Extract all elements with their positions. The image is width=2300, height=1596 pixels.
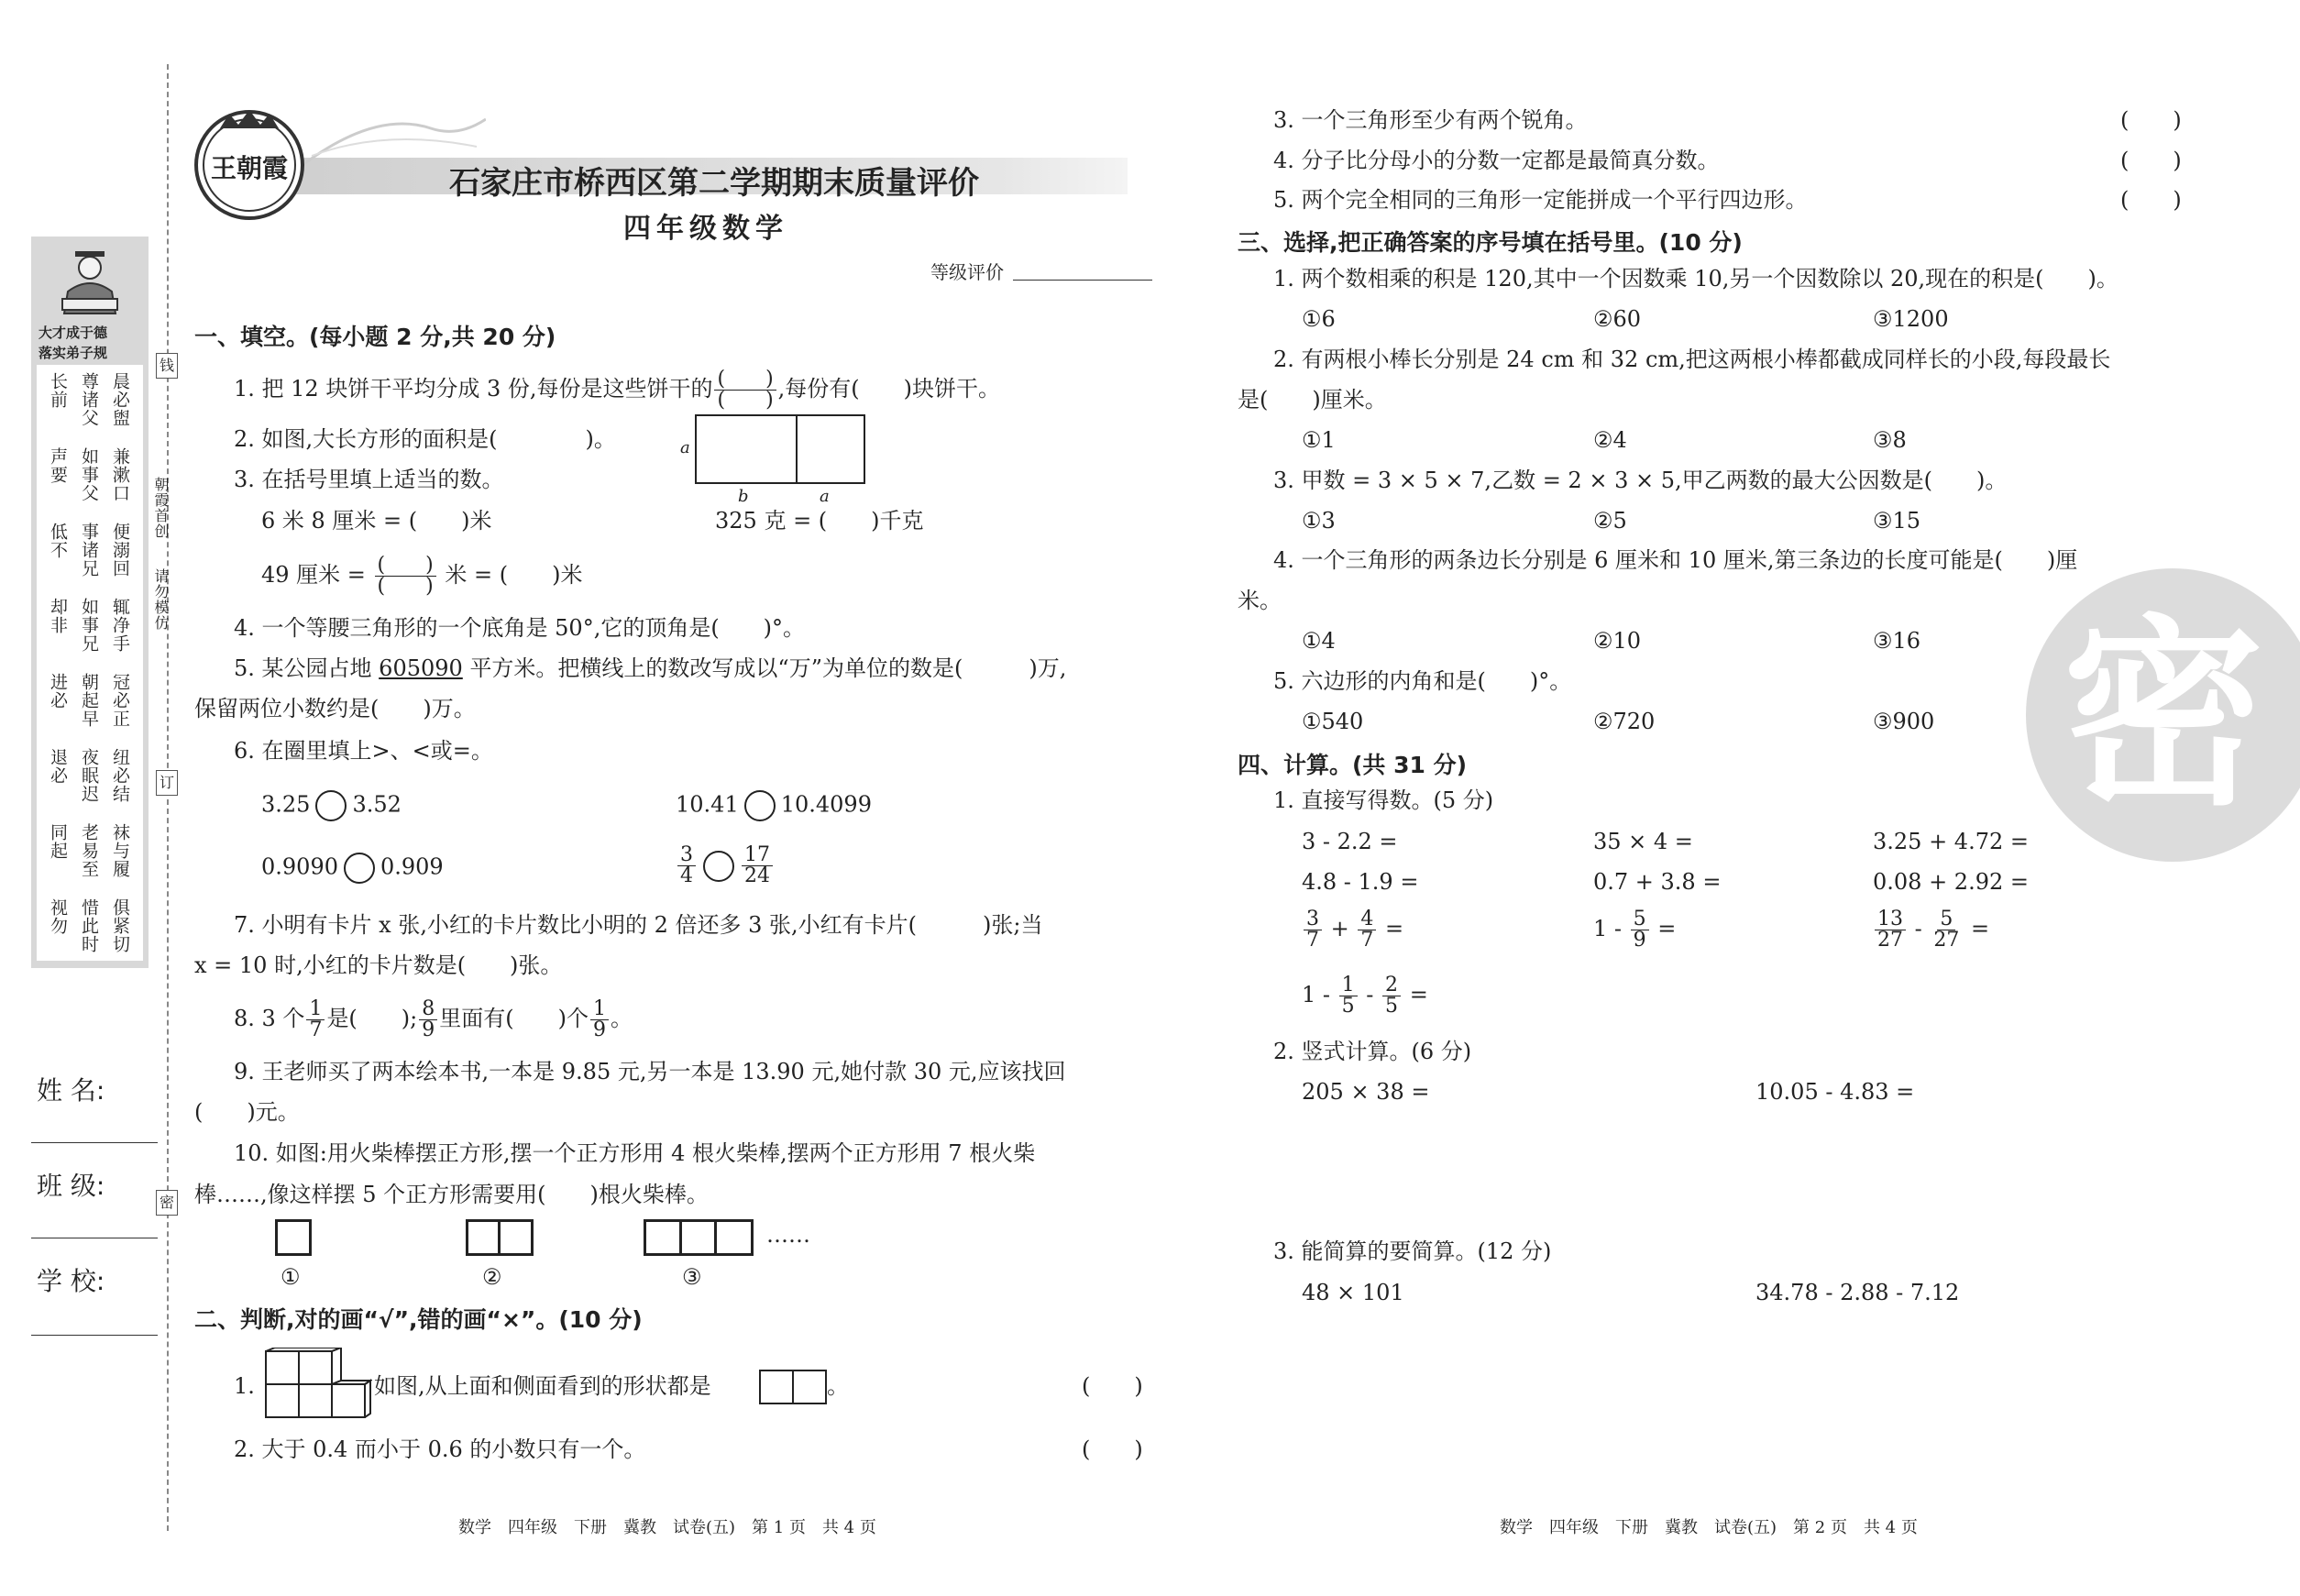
- calc-fraction: 1 - $\frac{5}{9}$ =: [1593, 908, 1677, 952]
- motto-col: 便溺回: [110, 523, 130, 578]
- vertical-calc-1: 205 × 38 =: [1302, 1079, 1430, 1105]
- vertical-note-2: 请勿模仿: [152, 568, 170, 631]
- q1-9a: 9. 王老师买了两本绘本书,一本是 9.85 元,另一本是 13.90 元,她付款 30 元,应该找回: [234, 1059, 1066, 1084]
- q1-3b: 325 克 = ( )千克: [715, 508, 924, 534]
- option[interactable]: ②10: [1593, 628, 1642, 654]
- q1-7a: 7. 小明有卡片 x 张,小红的卡片数比小明的 2 倍还多 3 张,小红有卡片( )张;当: [234, 912, 1043, 938]
- rectangle-figure: [695, 414, 865, 484]
- q3-4b: 米。: [1238, 588, 1282, 613]
- motto-bottom: 落实弟子规: [39, 345, 108, 361]
- q1-10b: 棒……,像这样摆 5 个正方形需要用( )根火柴棒。: [194, 1182, 709, 1207]
- motto-panel: [31, 237, 149, 968]
- page-subtitle: 四年级数学: [623, 213, 788, 245]
- q2-4: 4. 分子比分母小的分数一定都是最简真分数。: [1273, 148, 1720, 173]
- watermark-seal: 密: [2026, 568, 2300, 871]
- school-label: 学 校:: [37, 1266, 105, 1296]
- q3-2a: 2. 有两根小棒长分别是 24 cm 和 32 cm,把这两根小棒都截成同样长的小段,每段最长: [1273, 347, 2111, 372]
- q1-5a: 5. 某公园占地 605090 平方米。把横线上的数改写成以“万”为单位的数是( )万,: [234, 655, 1067, 681]
- brand-logo: [193, 108, 306, 222]
- q2-3: 3. 一个三角形至少有两个锐角。: [1273, 107, 1588, 133]
- q4-sub1: 1. 直接写得数。(5 分): [1273, 787, 1494, 813]
- q1-1: [234, 369, 1000, 411]
- motto-col: 如事父: [79, 447, 99, 502]
- compare-circle[interactable]: [703, 851, 734, 882]
- motto-col: 老易至: [79, 823, 99, 878]
- matchstick-figure-2: [466, 1219, 534, 1256]
- fraction-blank[interactable]: $\frac{( )}{( )}$: [375, 556, 436, 597]
- simplify-calc-2: 34.78 - 2.88 - 7.12: [1755, 1280, 1960, 1305]
- q2-1-num: 1.: [234, 1373, 255, 1399]
- simplify-calc-1: 48 × 101: [1302, 1280, 1404, 1305]
- option[interactable]: ②5: [1593, 508, 1627, 534]
- grade-field[interactable]: [1013, 280, 1152, 281]
- motto-col: 辄净手: [110, 598, 130, 653]
- motto-col: 尊诸父: [79, 372, 99, 427]
- q2-1: 如图,从上面和侧面看到的形状都是: [374, 1373, 711, 1399]
- motto-col: 兼漱口: [110, 447, 130, 502]
- motto-col: 声要: [48, 447, 68, 484]
- class-label: 班 级:: [37, 1171, 105, 1201]
- q1-9b: ( )元。: [194, 1099, 300, 1125]
- motto-box: [37, 365, 143, 961]
- calc: 3 - 2.2 =: [1302, 829, 1398, 854]
- option[interactable]: ①6: [1302, 306, 1336, 332]
- figure-dots: ……: [766, 1222, 810, 1248]
- calc: 35 × 4 =: [1593, 829, 1693, 854]
- calc: 0.7 + 3.8 =: [1593, 869, 1722, 895]
- option[interactable]: ①3: [1302, 508, 1336, 534]
- motto-col: 朝起早: [79, 673, 99, 728]
- q1-5b: 保留两位小数约是( )万。: [194, 696, 476, 721]
- motto-col: 退必: [48, 748, 68, 785]
- section2-heading: 二、判断,对的画“√”,错的画“×”。(10 分): [194, 1306, 643, 1333]
- calc: 4.8 - 1.9 =: [1302, 869, 1419, 895]
- two-square-figure: [759, 1370, 827, 1404]
- motto-col: 低不: [48, 523, 68, 559]
- answer-paren[interactable]: ( ): [2120, 148, 2182, 173]
- brand-logo-text: 王朝霞: [210, 153, 288, 183]
- option[interactable]: ③15: [1873, 508, 1921, 534]
- q3-3: 3. 甲数 = 3 × 5 × 7,乙数 = 2 × 3 × 5,甲乙两数的最大公因数是( )。: [1273, 468, 2008, 493]
- motto-col: 视勿: [48, 898, 68, 935]
- matchstick-figure-1: [275, 1219, 312, 1256]
- seal-mark-1: 钱: [156, 353, 178, 379]
- q1-3a: 6 米 8 厘米 = ( )米: [261, 508, 492, 534]
- q2-1-end: 。: [827, 1373, 849, 1399]
- grade-label: 等级评价: [930, 261, 1004, 283]
- scholar-illustration: [55, 246, 125, 319]
- school-field[interactable]: [31, 1335, 158, 1336]
- calc: 0.08 + 2.92 =: [1873, 869, 2029, 895]
- motto-col: 同起: [48, 823, 68, 860]
- figure-label-2: ②: [482, 1264, 502, 1290]
- page-title: 石家庄市桥西区第二学期期末质量评价: [449, 165, 979, 202]
- motto-col: 俱紧切: [110, 898, 130, 953]
- q2-2: 2. 大于 0.4 而小于 0.6 的小数只有一个。: [234, 1436, 646, 1462]
- q1-6d: $\frac{3}{4}$ $\frac{17}{24}$: [676, 845, 775, 886]
- q1-10a: 10. 如图:用火柴棒摆正方形,摆一个正方形用 4 根火柴棒,摆两个正方形用 7 根火柴: [234, 1140, 1036, 1166]
- option[interactable]: ②720: [1593, 709, 1656, 734]
- motto-col: 冠必正: [110, 673, 130, 728]
- motto-col: 事诸兄: [79, 523, 99, 578]
- answer-paren[interactable]: ( ): [2120, 107, 2182, 133]
- q3-5: 5. 六边形的内角和是( )°。: [1273, 668, 1572, 694]
- motto-col: 进必: [48, 673, 68, 710]
- seal-mark-2: 订: [156, 770, 178, 796]
- q1-1-text: 1. 把 12 块饼干平均分成 3 份,每份是这些饼干的: [234, 376, 713, 402]
- answer-paren[interactable]: ( ): [2120, 187, 2182, 213]
- calc-fraction: 1 - $\frac{1}{5}$ - $\frac{2}{5}$ =: [1302, 974, 1428, 1018]
- calc-fraction: $\frac{13}{27}$ - $\frac{5}{27}$ =: [1873, 909, 1989, 951]
- motto-col: 纽必结: [110, 748, 130, 803]
- calc-fraction: $\frac{3}{7}$ + $\frac{4}{7}$ =: [1302, 909, 1403, 951]
- q4-sub2: 2. 竖式计算。(6 分): [1273, 1039, 1472, 1064]
- compare-circle[interactable]: [744, 790, 776, 821]
- vertical-note-1: 朝霞首创: [152, 477, 170, 539]
- figure-label-3: ③: [682, 1264, 702, 1290]
- label-b: b: [738, 487, 749, 506]
- seal-mark-3: 密: [156, 1190, 178, 1216]
- binding-line: [167, 64, 169, 1531]
- label-a-left: a: [680, 438, 690, 457]
- q1-6a: 3.25 3.52: [261, 790, 402, 821]
- vertical-calc-2: 10.05 - 4.83 =: [1755, 1079, 1915, 1105]
- q1-8: 8. 3 个 $\frac{1}{7}$ 是( ); $\frac{8}{9}$ 里面有( )个 $\frac{1}{9}$ 。: [234, 997, 633, 1041]
- q1-7b: x = 10 时,小红的卡片数是( )张。: [194, 952, 563, 978]
- section1-heading: 一、填空。(每小题 2 分,共 20 分): [194, 324, 556, 350]
- option[interactable]: ③16: [1873, 628, 1921, 654]
- motto-col: 如事兄: [79, 598, 99, 653]
- motto-top: 大才成于德: [39, 325, 108, 341]
- section3-heading: 三、选择,把正确答案的序号填在括号里。(10 分): [1238, 229, 1743, 256]
- calc: 3.25 + 4.72 =: [1873, 829, 2029, 854]
- option[interactable]: ③900: [1873, 709, 1935, 734]
- cube-figure: [264, 1348, 372, 1419]
- compare-circle[interactable]: [344, 853, 375, 884]
- q1-2: 2. 如图,大长方形的面积是( )。: [234, 426, 616, 452]
- label-a-bottom: a: [820, 487, 830, 506]
- motto-col: 却非: [48, 598, 68, 634]
- answer-paren[interactable]: ( ): [1082, 1373, 1143, 1399]
- motto-col: 袜与履: [110, 823, 130, 878]
- compare-circle[interactable]: [315, 790, 347, 821]
- q3-2b: 是( )厘米。: [1238, 387, 1387, 413]
- footer-right: 数学 四年级 下册 冀教 试卷(五) 第 2 页 共 4 页: [1500, 1518, 1918, 1537]
- option[interactable]: ②60: [1593, 306, 1642, 332]
- q1-6c: 0.9090 0.909: [261, 853, 444, 884]
- option[interactable]: ①1: [1302, 427, 1336, 453]
- footer-left: 数学 四年级 下册 冀教 试卷(五) 第 1 页 共 4 页: [458, 1518, 876, 1537]
- q2-5: 5. 两个完全相同的三角形一定能拼成一个平行四边形。: [1273, 187, 1808, 213]
- q1-1-text-end: ,每份有( )块饼干。: [777, 376, 1001, 402]
- option[interactable]: ①4: [1302, 628, 1336, 654]
- q1-6b: 10.41 10.4099: [676, 790, 872, 821]
- motto-col: 惜此时: [79, 898, 99, 953]
- q1-3c: 49 厘米 = $\frac{( )}{( )}$ 米 = ( )米: [261, 554, 583, 598]
- answer-paren[interactable]: ( ): [1082, 1436, 1143, 1462]
- q1-6: 6. 在圈里填上>、<或=。: [234, 738, 493, 764]
- q3-1: 1. 两个数相乘的积是 120,其中一个因数乘 10,另一个因数除以 20,现在的积是( )。: [1273, 266, 2118, 292]
- section4-heading: 四、计算。(共 31 分): [1238, 752, 1468, 778]
- option[interactable]: ②4: [1593, 427, 1627, 453]
- matchstick-figure-3: [644, 1219, 754, 1256]
- name-field[interactable]: [31, 1142, 158, 1143]
- q3-4a: 4. 一个三角形的两条边长分别是 6 厘米和 10 厘米,第三条边的长度可能是( )厘: [1273, 547, 2078, 573]
- fraction-blank[interactable]: $\frac{( )}{( )}$: [714, 369, 776, 411]
- name-label: 姓 名:: [37, 1075, 105, 1106]
- q1-3: 3. 在括号里填上适当的数。: [234, 467, 504, 492]
- q4-sub3: 3. 能简算的要简算。(12 分): [1273, 1238, 1552, 1264]
- figure-label-1: ①: [281, 1264, 301, 1290]
- option[interactable]: ③8: [1873, 427, 1907, 453]
- option[interactable]: ①540: [1302, 709, 1364, 734]
- motto-col: 晨必盥: [110, 372, 130, 427]
- motto-col: 长前: [48, 372, 68, 409]
- underlined-number: 605090: [379, 655, 463, 681]
- motto-col: 夜眠迟: [79, 748, 99, 803]
- option[interactable]: ③1200: [1873, 306, 1949, 332]
- q1-4: 4. 一个等腰三角形的一个底角是 50°,它的顶角是( )°。: [234, 615, 806, 641]
